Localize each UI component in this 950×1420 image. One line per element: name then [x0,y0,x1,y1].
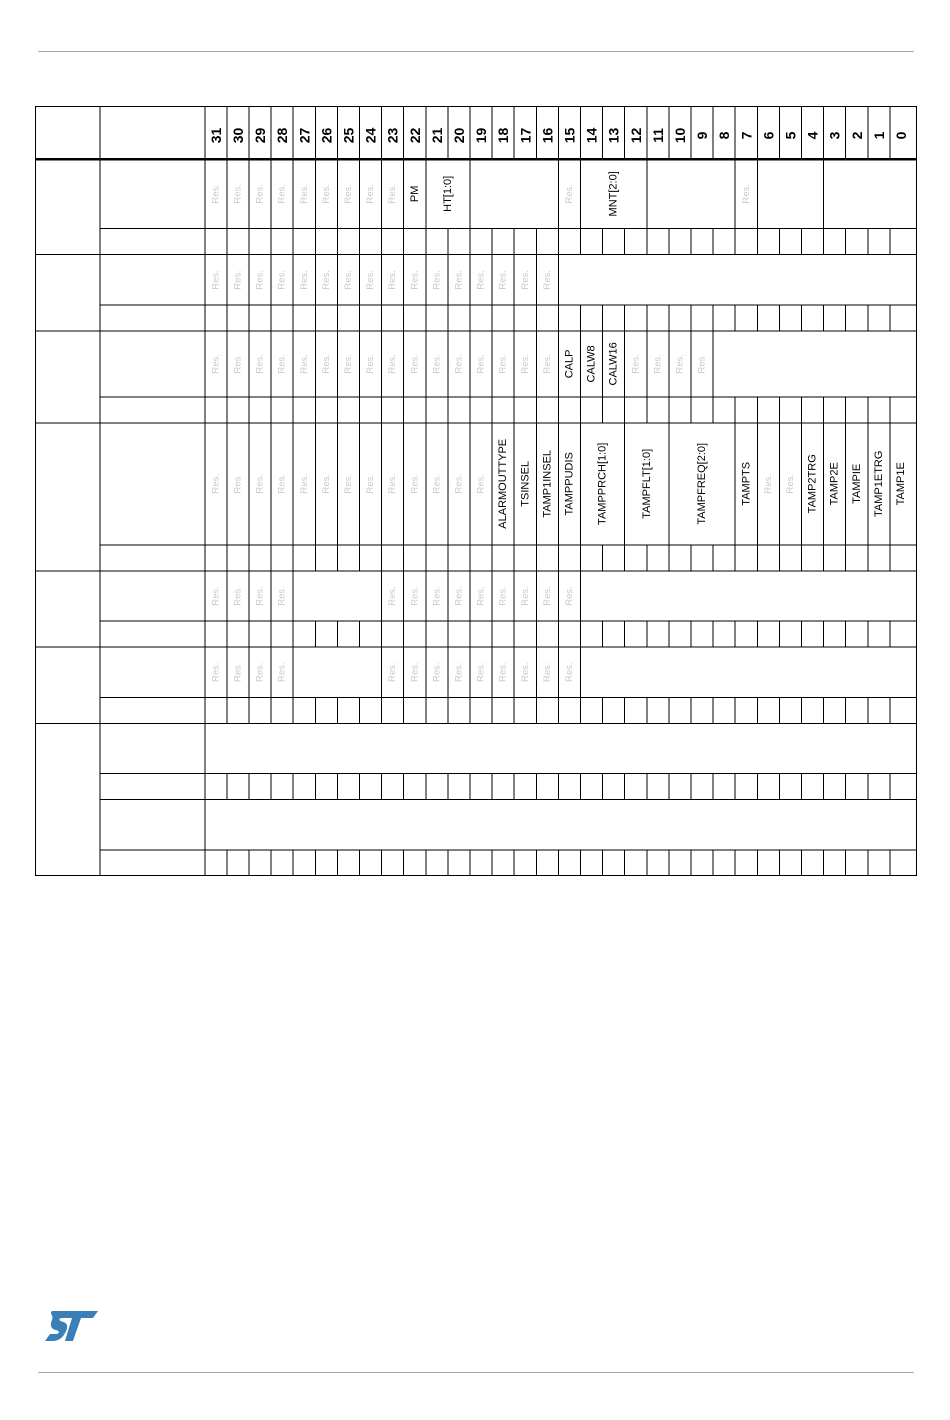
bit-number-header: 5 [782,131,799,140]
reserved-bit-label: Res. [365,270,377,290]
field-name-label: TSINSEL [519,460,532,507]
reserved-bit-label: Res. [630,354,642,374]
bit-number-header: 21 [428,127,445,144]
reserved-bit-label: Res. [453,354,465,374]
bit-number-header: 25 [340,127,357,144]
reserved-bit-label: Res. [276,184,288,204]
reserved-bit-label: Res. [497,662,509,683]
reserved-bit-label: Res. [254,586,266,606]
field-name-label: PM [408,185,421,203]
reserved-bit-label: Res. [342,474,354,494]
field-name-label: TAMPFLT[1:0] [640,448,653,519]
reserved-bit-label: Res. [453,474,465,494]
field-name-label: MNT[2:0] [607,171,620,217]
reserved-bit-label: Res. [652,354,664,374]
reserved-bit-label: Res. [519,586,531,606]
reserved-bit-label: Res. [453,586,465,606]
bit-number-header: 23 [384,127,401,144]
reserved-bit-label: Res. [409,662,421,683]
bit-number-header: 20 [450,127,467,144]
field-name-label: TAMPPUDIS [563,452,576,516]
reserved-bit-label: Res. [497,354,509,374]
field-name-label: TAMP2TRG [806,454,819,514]
reserved-bit-label: Res. [387,184,399,204]
register-map-table [35,106,917,886]
reserved-bit-label: Res. [387,270,399,290]
reserved-bit-label: Res. [431,474,443,494]
field-name-label: TAMPPRCH[1:0] [596,442,609,525]
reserved-bit-label: Res. [431,354,443,374]
bit-number-header: 29 [252,127,269,144]
reserved-bit-label: Res. [740,184,752,204]
field-name-label: ALARMOUTTYPE [497,438,510,529]
reserved-bit-label: Res. [409,270,421,290]
reserved-bit-label: Res. [298,354,310,374]
reserved-bit-label: Res. [210,184,222,204]
reserved-bit-label: Res. [497,270,509,290]
header-rule [38,51,914,52]
reserved-bit-label: Res. [210,270,222,290]
reserved-bit-label: Res. [210,662,222,683]
reserved-bit-label: Res. [409,354,421,374]
field-name-label: TAMP1E [894,462,907,506]
reserved-bit-label: Res. [674,354,686,374]
bit-number-header: 18 [495,127,512,144]
reserved-bit-label: Res. [342,184,354,204]
reserved-bit-label: Res. [276,474,288,494]
reserved-bit-label: Res. [254,270,266,290]
reserved-bit-label: Res. [320,184,332,204]
bit-number-header: 6 [760,131,777,140]
bit-number-header: 1 [870,131,887,140]
reserved-bit-label: Res. [320,354,332,374]
bit-number-header: 12 [627,127,644,144]
field-name-label: CALP [563,349,576,379]
footer-rule [38,1372,914,1373]
reserved-bit-label: Res. [431,662,443,683]
field-name-label: TAMP1INSEL [541,449,554,518]
reserved-bit-label: Res. [453,270,465,290]
bit-number-header: 2 [848,131,865,140]
bit-number-header: 15 [561,127,578,144]
bit-number-header: 4 [804,131,821,140]
reserved-bit-label: Res. [475,662,487,683]
reserved-bit-label: Res. [254,662,266,683]
field-name-label: TAMP1ETRG [872,450,885,518]
st-logo-shape [45,1311,98,1341]
reserved-bit-label: Res. [475,270,487,290]
reserved-bit-label: Res. [453,662,465,683]
reserved-bit-label: Res. [276,662,288,683]
reserved-bit-label: Res. [210,586,222,606]
reserved-bit-label: Res. [409,586,421,606]
reserved-bit-label: Res. [784,474,796,494]
reserved-bit-label: Res. [365,184,377,204]
bit-number-header: 17 [517,127,534,144]
reserved-bit-label: Res. [276,354,288,374]
reserved-bit-label: Res. [541,270,553,290]
bit-number-header: 26 [318,127,335,144]
reserved-bit-label: Res. [519,662,531,683]
reserved-bit-label: Res. [254,474,266,494]
reserved-bit-label: Res. [232,184,244,204]
bit-number-header: 3 [826,131,843,140]
bit-number-header: 19 [473,127,490,144]
reserved-bit-label: Res. [563,662,575,683]
reserved-bit-label: Res. [387,474,399,494]
bit-number-header: 11 [649,128,666,143]
reserved-bit-label: Res. [696,354,708,374]
bit-number-header: 31 [207,127,224,144]
bit-number-header: 30 [229,127,246,144]
reserved-bit-label: Res. [541,662,553,683]
reserved-bit-label: Res. [365,474,377,494]
reserved-bit-label: Res. [342,354,354,374]
reserved-bit-label: Res. [563,586,575,606]
reserved-bit-label: Res. [541,354,553,374]
reserved-bit-label: Res. [254,184,266,204]
reserved-bit-label: Res. [541,586,553,606]
reserved-bit-label: Res. [342,270,354,290]
reserved-bit-label: Res. [387,662,399,683]
reserved-bit-label: Res. [276,270,288,290]
reserved-bit-label: Res. [431,586,443,606]
reserved-bit-label: Res. [519,270,531,290]
bit-number-header: 16 [539,127,556,144]
reserved-bit-label: Res. [762,474,774,494]
reserved-bit-label: Res. [365,354,377,374]
bit-number-header: 24 [362,127,379,144]
reserved-bit-label: Res. [232,270,244,290]
bit-number-header: 14 [583,127,600,144]
bit-number-header: 10 [671,127,688,144]
st-logo-icon [44,1310,100,1342]
field-name-label: TAMP2E [828,462,841,506]
reserved-bit-label: Res. [298,474,310,494]
field-name-label: TAMPFREQ[2:0] [696,442,709,525]
field-name-label: TAMPIE [850,463,863,504]
bit-number-header: 0 [892,131,909,140]
bit-number-header: 7 [738,131,755,140]
reserved-bit-label: Res. [431,270,443,290]
reserved-bit-label: Res. [563,184,575,204]
reserved-bit-label: Res. [475,586,487,606]
field-name-label: TAMPTS [740,461,753,506]
reserved-bit-label: Res. [298,184,310,204]
reserved-bit-label: Res. [298,270,310,290]
bit-number-header: 27 [296,127,313,144]
reserved-bit-label: Res. [475,474,487,494]
reserved-bit-label: Res. [210,354,222,374]
reserved-bit-label: Res. [320,474,332,494]
reserved-bit-label: Res. [320,270,332,290]
field-name-label: HT[1:0] [441,175,454,212]
reserved-bit-label: Res. [210,474,222,494]
bit-number-header: 8 [716,131,733,140]
reserved-bit-label: Res. [232,662,244,683]
reserved-bit-label: Res. [232,474,244,494]
bit-number-header: 28 [274,127,291,144]
reserved-bit-label: Res. [387,354,399,374]
field-name-label: CALW16 [607,342,620,386]
reserved-bit-label: Res. [232,586,244,606]
reserved-bit-label: Res. [276,586,288,606]
bit-number-header: 22 [406,127,423,144]
reserved-bit-label: Res. [254,354,266,374]
reserved-bit-label: Res. [475,354,487,374]
field-name-label: CALW8 [585,345,598,383]
reserved-bit-label: Res. [387,586,399,606]
reserved-bit-label: Res. [409,474,421,494]
reserved-bit-label: Res. [232,354,244,374]
bit-number-header: 13 [605,127,622,144]
reserved-bit-label: Res. [497,586,509,606]
reserved-bit-label: Res. [519,354,531,374]
bit-number-header: 9 [694,131,711,140]
